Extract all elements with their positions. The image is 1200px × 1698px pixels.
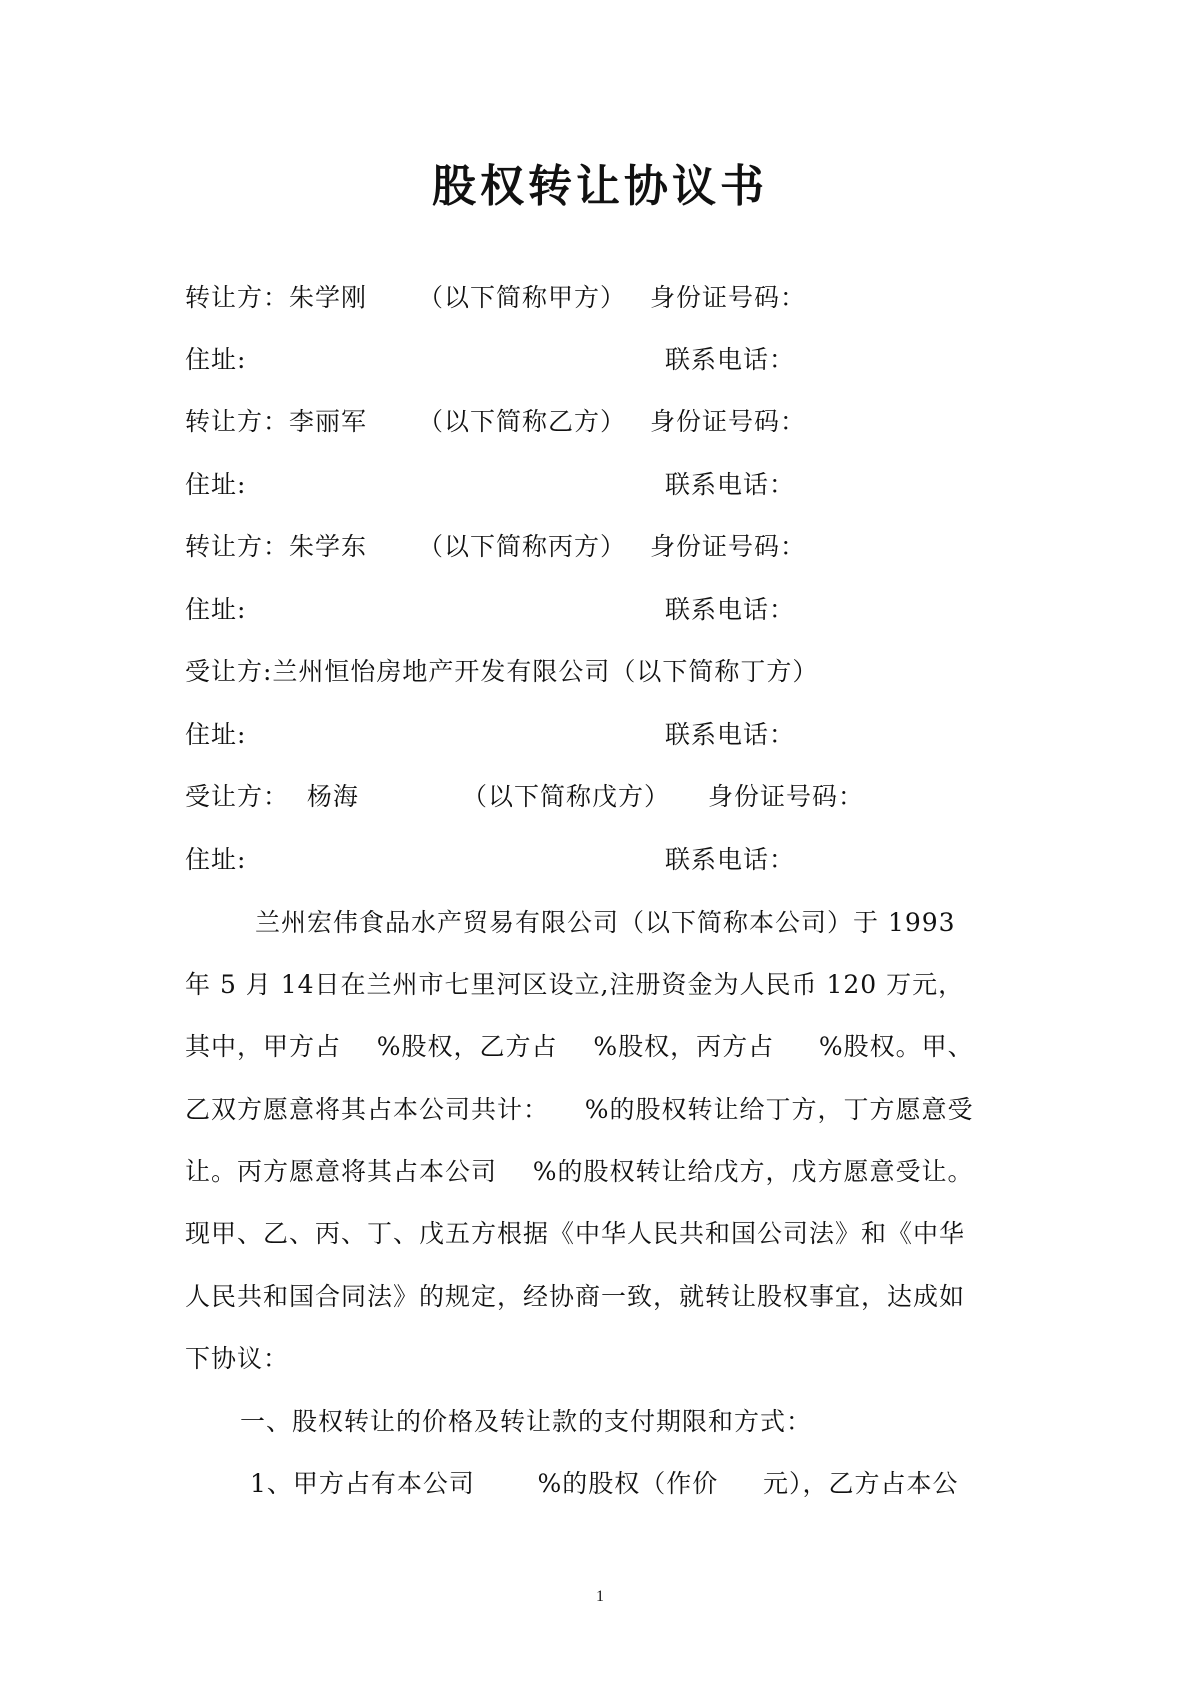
party-transferor-name: 转让方：朱学东 bbox=[185, 532, 368, 561]
party-id-label: 身份证号码： bbox=[650, 407, 807, 436]
address-label: 住址: bbox=[185, 845, 247, 874]
address-label: 住址: bbox=[185, 345, 247, 374]
body-line: 下协议： bbox=[185, 1344, 290, 1373]
phone-label: 联系电话： bbox=[665, 595, 796, 624]
body-line: 让。丙方愿意将其占本公司 %的股权转让给戊方，戊方愿意受让。 bbox=[185, 1157, 974, 1186]
page-number: 1 bbox=[596, 1588, 604, 1605]
body-line: 人民共和国合同法》的规定，经协商一致，就转让股权事宜，达成如 bbox=[185, 1282, 966, 1311]
party-transferor-name: 转让方：李丽军 bbox=[185, 407, 368, 436]
party-alias: （以下简称甲方） bbox=[418, 283, 627, 312]
body-line: 乙双方愿意将其占本公司共计： %的股权转让给丁方，丁方愿意受 bbox=[185, 1095, 974, 1124]
clause-1: 1、甲方占有本公司 %的股权（作价 元），乙方占本公 bbox=[250, 1469, 959, 1498]
body-line: 现甲、乙、丙、丁、戊五方根据《中华人民共和国公司法》和《中华 bbox=[185, 1219, 966, 1248]
phone-label: 联系电话： bbox=[665, 345, 796, 374]
party-alias: （以下简称乙方） bbox=[418, 407, 627, 436]
party-id-label: 身份证号码： bbox=[708, 782, 865, 811]
party-alias: （以下简称丙方） bbox=[418, 532, 627, 561]
party-transferee-company: 受让方:兰州恒怡房地产开发有限公司（以下简称丁方） bbox=[185, 657, 819, 686]
party-transferee-name: 受让方： 杨海 bbox=[185, 782, 359, 811]
phone-label: 联系电话： bbox=[665, 845, 796, 874]
body-line: 其中，甲方占 %股权，乙方占 %股权，丙方占 %股权。甲、 bbox=[185, 1032, 974, 1061]
phone-label: 联系电话： bbox=[665, 470, 796, 499]
phone-label: 联系电话： bbox=[665, 720, 796, 749]
address-label: 住址: bbox=[185, 595, 247, 624]
body-line: 年 5 月 14日在兰州市七里河区设立,注册资金为人民币 120 万元， bbox=[185, 970, 965, 999]
party-alias: （以下简称戊方） bbox=[462, 782, 671, 811]
body-line: 兰州宏伟食品水产贸易有限公司（以下简称本公司）于 1993 bbox=[255, 908, 956, 937]
party-transferor-name: 转让方：朱学刚 bbox=[185, 283, 368, 312]
party-id-label: 身份证号码： bbox=[650, 532, 807, 561]
address-label: 住址: bbox=[185, 470, 247, 499]
address-label: 住址: bbox=[185, 720, 247, 749]
section-heading: 一、股权转让的价格及转让款的支付期限和方式： bbox=[240, 1407, 813, 1436]
party-id-label: 身份证号码： bbox=[650, 283, 807, 312]
document-title: 股权转让协议书 bbox=[432, 161, 768, 212]
